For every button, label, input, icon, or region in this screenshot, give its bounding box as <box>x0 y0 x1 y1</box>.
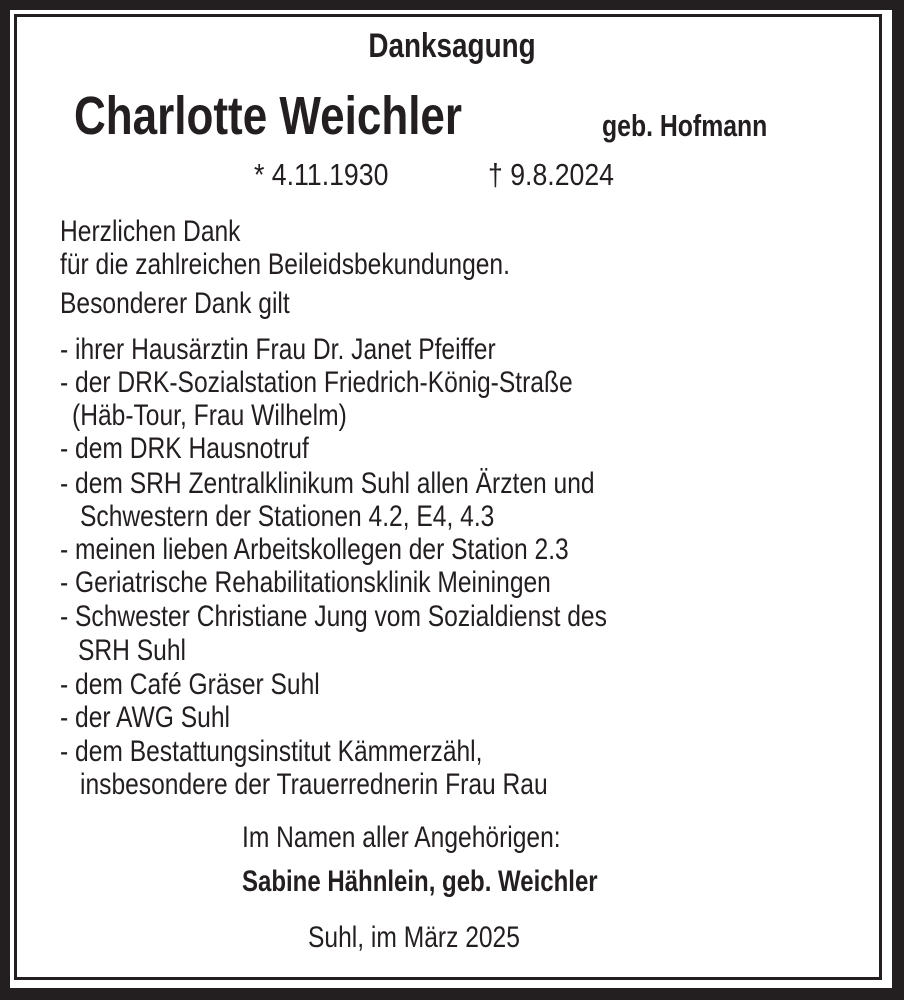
deceased-birth-name: geb. Hofmann <box>602 108 768 143</box>
birth-date: * 4.11.1930 <box>254 157 389 192</box>
intro-line-2: für die zahlreichen Beileidsbekundungen. <box>60 248 510 281</box>
notice-heading <box>0 26 904 66</box>
list-item-continuation: SRH Suhl <box>78 634 187 667</box>
list-item: - der DRK-Sozialstation Friedrich-König-Straße <box>60 366 573 399</box>
list-item: - ihrer Hausärztin Frau Dr. Janet Pfeiffer <box>60 333 496 366</box>
list-item-continuation: insbesondere der Trauerrednerin Frau Rau <box>80 768 548 801</box>
intro-line-1: Herzlichen Dank <box>60 215 241 248</box>
deceased-name-row <box>74 84 550 148</box>
heading-text: Danksagung <box>368 27 536 65</box>
list-item-continuation: (Häb-Tour, Frau Wilhelm) <box>72 399 347 432</box>
list-item: - dem SRH Zentralklinikum Suhl allen Ärzten und <box>60 467 595 500</box>
on-behalf-line: Im Namen aller Angehörigen: <box>242 821 561 854</box>
list-item: - meinen lieben Arbeitskollegen der Station 2.3 <box>60 533 569 566</box>
deceased-name: Charlotte Weichler <box>74 86 463 146</box>
list-item: - Schwester Christiane Jung vom Sozialdienst des <box>60 600 607 633</box>
list-item: - der AWG Suhl <box>60 701 230 734</box>
list-item: - dem Bestattungsinstitut Kämmerzähl, <box>60 735 483 768</box>
list-item: - Geriatrische Rehabilitationsklinik Meiningen <box>60 566 551 599</box>
list-item: - dem Café Gräser Suhl <box>60 668 320 701</box>
signatory-name: Sabine Hähnlein, geb. Weichler <box>242 865 598 898</box>
place-and-date: Suhl, im März 2025 <box>308 921 520 954</box>
death-date: † 9.8.2024 <box>488 157 615 192</box>
list-item: - dem DRK Hausnotruf <box>60 432 309 465</box>
list-item-continuation: Schwestern der Stationen 4.2, E4, 4.3 <box>80 500 495 533</box>
special-thanks-label: Besonderer Dank gilt <box>60 287 290 320</box>
